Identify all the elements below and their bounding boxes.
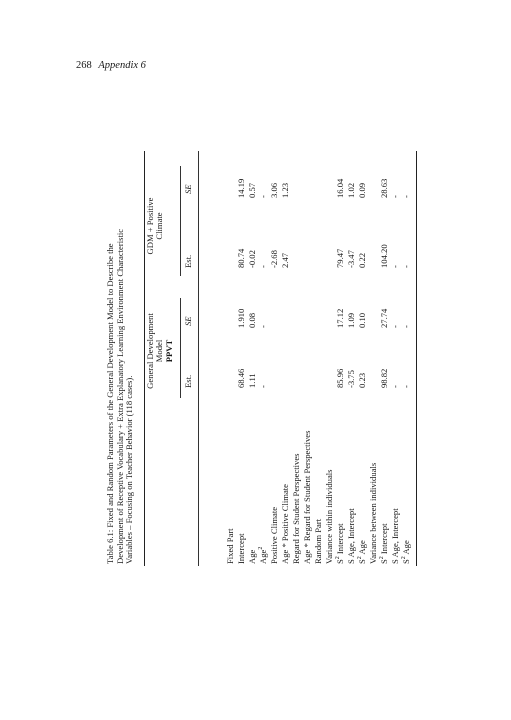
row-label-text: Regard for Student Perspectives [291, 453, 301, 564]
row-label [391, 508, 401, 564]
cell-est2: -3.47 [346, 250, 356, 268]
cell-est1: - [401, 385, 411, 388]
row-label [336, 524, 346, 564]
table-row [402, 151, 413, 566]
cell-se2: - [401, 195, 411, 198]
cell-est2: - [258, 265, 268, 268]
row-label [380, 524, 390, 564]
cell-se2: 0.09 [357, 182, 367, 198]
col-est-1: Est. [183, 374, 193, 388]
table-row [248, 151, 259, 566]
row-label [358, 540, 368, 564]
row-label [347, 508, 357, 564]
gdm-pc-underline [180, 166, 181, 276]
cell-est1: 98.82 [379, 368, 389, 388]
gdm-line2: Model [154, 339, 165, 363]
gdm-pc-line2: Climate [154, 212, 165, 240]
cell-se1: 0.10 [357, 312, 367, 328]
row-label [292, 454, 302, 565]
cell-se1: - [401, 325, 411, 328]
row-label-superscript: 2 [335, 556, 342, 560]
row-label [325, 469, 335, 564]
row-label-text: S Age, Intercept [390, 508, 400, 564]
table-row [237, 151, 248, 566]
row-label-text: S [379, 559, 389, 564]
row-label [237, 533, 247, 564]
cell-se2: - [258, 195, 268, 198]
section-title: Appendix 6 [98, 60, 146, 71]
col-se-1: SE [183, 316, 193, 326]
cell-se2: 3.06 [269, 182, 279, 198]
table-caption [106, 154, 135, 564]
row-label-superscript: 2 [357, 556, 364, 560]
row-label [402, 540, 412, 564]
gdm-line1: General Development [145, 313, 155, 389]
gdm-underline [180, 298, 181, 398]
cell-est2: 79.47 [335, 248, 345, 268]
row-label-text: Random Part [313, 518, 323, 564]
cell-se1: 1.910 [236, 308, 246, 328]
table-row [325, 151, 336, 566]
table-row [347, 151, 358, 566]
row-label-text: Age [247, 549, 257, 564]
table-row [391, 151, 402, 566]
table-row [369, 151, 380, 566]
row-label [226, 528, 236, 564]
row-label [270, 507, 280, 564]
row-label [303, 431, 313, 564]
table-row [303, 151, 314, 566]
cell-se1: 1.09 [346, 312, 356, 328]
caption-line-2: Development of Receptive Vocabulary + Extra Explanatory Learning Environment Characteristic [114, 228, 125, 564]
row-label [314, 519, 324, 564]
cell-se1: 27.74 [379, 308, 389, 328]
bottom-rule [416, 151, 417, 566]
cell-se1: - [258, 325, 268, 328]
cell-est1: 1.11 [247, 373, 257, 388]
group-header-gdm [146, 296, 174, 406]
row-label-text: S Age, Intercept [346, 508, 356, 564]
row-label-suffix: Intercept [335, 523, 345, 557]
cell-se2: 1.23 [280, 182, 290, 198]
cell-se2: - [390, 195, 400, 198]
caption-line-3: Variables – Focusing on Teacher Behavior (118 cases). [124, 375, 135, 564]
row-label-text: Age [258, 549, 268, 564]
table-row [336, 151, 347, 566]
row-label-suffix: Age [401, 540, 411, 557]
gdm-pc-line1: GDM + Positive [145, 197, 155, 255]
cell-se2: 1.02 [346, 182, 356, 198]
cell-est1: 68.46 [236, 368, 246, 388]
row-label-text: S [335, 559, 345, 564]
row-label-text: Age * Regard for Student Perspectives [302, 430, 312, 564]
table-body [226, 151, 413, 566]
cell-se1: - [390, 325, 400, 328]
cell-est2: -2.68 [269, 250, 279, 268]
cell-se1: 17.12 [335, 308, 345, 328]
row-label-superscript: 2 [258, 546, 265, 550]
caption-line-1: Table 6.1: Fixed and Random Parameters of the General Development Model to Describe the [105, 243, 115, 564]
row-label [281, 484, 291, 564]
row-label-text: Fixed Part [225, 528, 235, 564]
group-header-gdm-pc [146, 171, 165, 281]
cell-se2: 0.57 [247, 182, 257, 198]
cell-est2: 104.20 [379, 244, 389, 268]
row-label-text: S [357, 559, 367, 564]
row-label-text: Intercept [236, 533, 246, 564]
cell-est1: 85.96 [335, 368, 345, 388]
rotated-table [106, 151, 446, 566]
gdm-line3: PPVT [163, 339, 174, 363]
cell-est1: - [258, 385, 268, 388]
row-label-superscript: 2 [379, 556, 386, 560]
table-row [259, 151, 270, 566]
cell-est2: 80.74 [236, 248, 246, 268]
row-label-suffix: Intercept [379, 523, 389, 557]
table-row [226, 151, 237, 566]
row-label [248, 550, 258, 564]
page-header [76, 60, 146, 71]
cell-est1: - [390, 385, 400, 388]
cell-est2: - [401, 265, 411, 268]
cell-se2: 16.04 [335, 178, 345, 198]
row-label-text: Variance within individuals [324, 469, 334, 564]
row-label-text: Positive Climate [269, 506, 279, 564]
row-label [259, 547, 269, 564]
cell-est2: 2.47 [280, 252, 290, 268]
table-row [380, 151, 391, 566]
col-se-2: SE [183, 184, 193, 194]
cell-est1: -3.75 [346, 370, 356, 388]
row-label-text: Age * Positive Climate [280, 484, 290, 564]
row-label-suffix: Age [357, 540, 367, 557]
row-label-superscript: 2 [401, 556, 408, 560]
cell-se2: 14.19 [236, 178, 246, 198]
row-label-text: S [401, 559, 411, 564]
header-rule [198, 151, 199, 566]
cell-est2: - [390, 265, 400, 268]
col-est-2: Est. [183, 254, 193, 268]
cell-est2: -0.02 [247, 250, 257, 268]
row-label [369, 463, 379, 564]
page-number: 268 [76, 60, 92, 71]
cell-se2: 28.63 [379, 178, 389, 198]
cell-est2: 0.22 [357, 252, 367, 268]
cell-se1: 0.08 [247, 312, 257, 328]
cell-est1: 0.23 [357, 372, 367, 388]
row-label-text: Variance between individuals [368, 462, 378, 564]
